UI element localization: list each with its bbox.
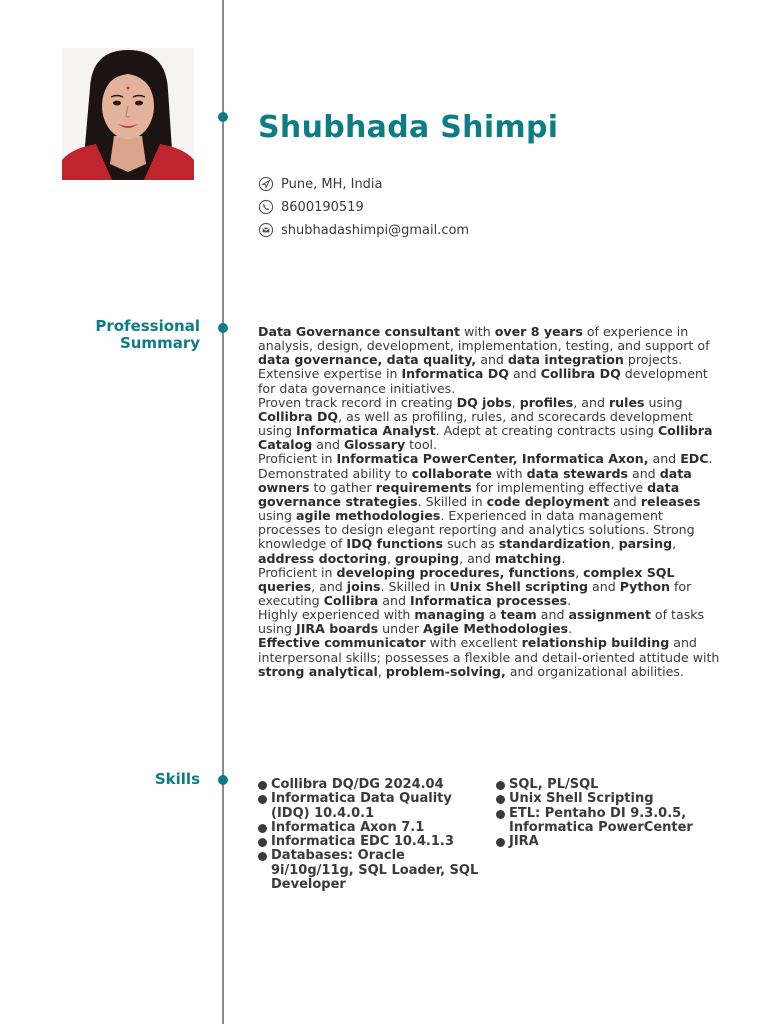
email-link[interactable]: shubhadashimpi@gmail.com <box>281 222 470 238</box>
skills-list-left <box>258 778 486 892</box>
skill-item: ETL: Pentaho DI 9.3.0.5, Informatica PowerCenter <box>496 807 736 836</box>
skill-item: Informatica EDC 10.4.1.3 <box>258 835 486 849</box>
professional-summary-text <box>258 325 728 679</box>
timeline-dot-skills <box>218 775 228 785</box>
contact-location <box>258 176 383 192</box>
skills-list-right <box>496 778 736 849</box>
timeline-dot-summary <box>218 323 228 333</box>
summary-paragraph: Proven track record in creating DQ jobs, profiles, and rules using Collibra DQ, as well as profiling, rules, and scorecards development using Informatica Analyst. Adept at creating contracts using Collibra Catalog and Glossary tool. <box>258 394 713 453</box>
summary-paragraph: Demonstrated ability to collaborate with data stewards and data owners to gather requirements for implementing effective data governance strategies. Skilled in code deployment and releases using agile methodologies. Experienced in data management processes to design elegant reporting and analytics solutions. Strong knowledge of IDQ functions such as standardization, parsing, address doctoring, grouping, and matching. <box>258 465 701 566</box>
summary-paragraph: Proficient in developing procedures, functions, complex SQL queries, and joins. Skilled in Unix Shell scripting and Python for executing Collibra and Informatica processes. <box>258 564 692 608</box>
contact-email <box>258 222 469 238</box>
location-arrow-icon <box>258 176 274 192</box>
skill-item: Collibra DQ/DG 2024.04 <box>258 778 486 792</box>
summary-paragraph: Effective communicator with excellent relationship building and interpersonal skills; possesses a flexible and detail-oriented attitude with strong analytical, problem-solving, and organizational abilities. <box>258 635 720 679</box>
section-title-skills: Skills <box>154 770 200 788</box>
skill-item: Informatica Axon 7.1 <box>258 821 486 835</box>
contact-phone <box>258 199 364 215</box>
summary-paragraph: Highly experienced with managing a team and assignment of tasks using JIRA boards under Agile Methodologies. <box>258 607 705 637</box>
summary-paragraph: Data Governance consultant with over 8 years of experience in analysis, design, development, implementation, testing, and support of data governance, data quality, and data integration projects. <box>258 324 710 368</box>
timeline-dot-header <box>218 112 228 122</box>
email-icon <box>258 222 274 238</box>
skill-item: JIRA <box>496 835 736 849</box>
summary-paragraph: Extensive expertise in Informatica DQ and Collibra DQ development for data governance initiatives. <box>258 366 708 396</box>
skill-item: SQL, PL/SQL <box>496 778 736 792</box>
skill-item: Unix Shell Scripting <box>496 792 736 806</box>
skill-item: Databases: Oracle 9i/10g/11g, SQL Loader, SQL Developer <box>258 849 486 892</box>
candidate-name: Shubhada Shimpi <box>258 110 559 145</box>
summary-paragraph: Proficient in Informatica PowerCenter, Informatica Axon, and EDC. <box>258 451 713 467</box>
phone-link[interactable]: 8600190519 <box>281 199 364 215</box>
section-title-professional-summary: Professional Summary <box>95 317 200 352</box>
skill-item: Informatica Data Quality (IDQ) 10.4.0.1 <box>258 792 486 821</box>
phone-icon <box>258 199 274 215</box>
profile-photo <box>62 48 194 180</box>
timeline-line <box>222 0 224 1024</box>
location-text: Pune, MH, India <box>281 176 383 192</box>
